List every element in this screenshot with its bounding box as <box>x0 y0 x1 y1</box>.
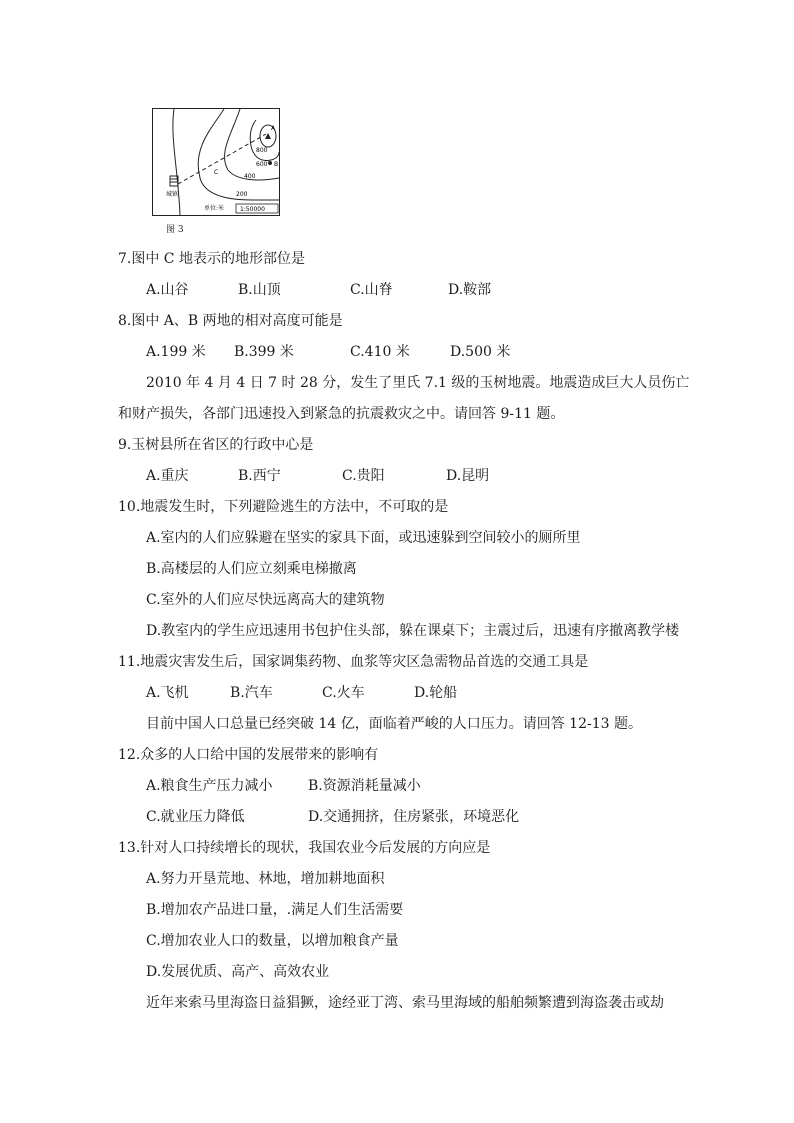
label-c: C <box>214 169 219 176</box>
q9-option-d: D.昆明 <box>446 468 490 484</box>
q8-option-a: A.199 米 <box>146 344 206 360</box>
q13-option-c: C.增加农业人口的数量，以增加粮食产量 <box>146 933 399 949</box>
question-10-stem: 10.地震发生时，下列避险逃生的方法中，不可取的是 <box>118 499 449 515</box>
q12-option-c: C.就业压力降低 <box>146 809 245 825</box>
q11-option-c: C.火车 <box>322 685 365 701</box>
contour-map <box>152 108 280 216</box>
passage-quake-line-1: 2010 年 4 月 4 日 7 时 28 分，发生了里氏 7.1 级的玉树地震。地震造成巨大人员伤亡 <box>146 375 690 391</box>
contour-map-figure <box>152 108 280 216</box>
contour-label-200: 200 <box>236 191 248 198</box>
q7-option-c: C.山脊 <box>350 282 393 298</box>
q13-option-d: D.发展优质、高产、高效农业 <box>146 964 330 980</box>
contour-label-800: 800 <box>256 147 268 154</box>
q9-option-a: A.重庆 <box>146 468 189 484</box>
q8-option-d: D.500 米 <box>450 344 511 360</box>
q11-option-b: B.汽车 <box>230 685 273 701</box>
q12-option-a: A.粮食生产压力减小 <box>146 778 273 794</box>
scale-label: 1:50000 <box>240 206 265 213</box>
question-9-stem: 9.玉树县所在省区的行政中心是 <box>118 437 314 453</box>
town-label: 城镇 <box>166 191 179 198</box>
label-a: A <box>271 125 276 132</box>
question-13-stem: 13.针对人口持续增长的现状，我国农业今后发展的方向应是 <box>118 840 491 856</box>
question-8-stem: 8.图中 A、B 两地的相对高度可能是 <box>118 313 343 329</box>
passage-somalia: 近年来索马里海盗日益猖獗，途经亚丁湾、索马里海域的船舶频繁遭到海盗袭击或劫 <box>146 995 664 1011</box>
q9-option-c: C.贵阳 <box>342 468 385 484</box>
q8-option-c: C.410 米 <box>350 344 410 360</box>
figure-caption: 图 3 <box>166 225 184 235</box>
q7-option-a: A.山谷 <box>146 282 189 298</box>
unit-label: 单位:米 <box>204 205 225 212</box>
q11-option-d: D.轮船 <box>414 685 458 701</box>
q10-option-d: D.教室内的学生应迅速用书包护住头部，躲在课桌下；主震过后，迅速有序撤离教学楼 <box>146 623 680 639</box>
passage-population: 目前中国人口总量已经突破 14 亿，面临着严峻的人口压力。请回答 12-13 题。 <box>146 716 642 732</box>
point-b-dot <box>268 161 272 165</box>
q13-option-a: A.努力开垦荒地、林地，增加耕地面积 <box>146 871 385 887</box>
question-12-stem: 12.众多的人口给中国的发展带来的影响有 <box>118 747 379 763</box>
q12-option-b: B.资源消耗量减小 <box>308 778 421 794</box>
label-b: B <box>274 161 279 168</box>
question-7-stem: 7.图中 C 地表示的地形部位是 <box>118 251 305 267</box>
question-11-stem: 11.地震灾害发生后，国家调集药物、血浆等灾区急需物品首选的交通工具是 <box>118 654 589 670</box>
q10-option-a: A.室内的人们应躲避在坚实的家具下面，或迅速躲到空间较小的厕所里 <box>146 530 581 546</box>
q12-option-d: D.交通拥挤，住房紧张，环境恶化 <box>308 809 520 825</box>
q9-option-b: B.西宁 <box>238 468 281 484</box>
contour-label-600: 600 <box>256 161 268 168</box>
passage-quake-line-2: 和财产损失，各部门迅速投入到紧急的抗震救灾之中。请回答 9-11 题。 <box>118 406 565 422</box>
contour-label-400: 400 <box>244 173 256 180</box>
q7-option-b: B.山顶 <box>238 282 281 298</box>
q13-option-b: B.增加农产品进口量，.满足人们生活需要 <box>146 902 404 918</box>
q10-option-b: B.高楼层的人们应立刻乘电梯撤离 <box>146 561 357 577</box>
q10-option-c: C.室外的人们应尽快远离高大的建筑物 <box>146 592 385 608</box>
q7-option-d: D.鞍部 <box>448 282 492 298</box>
q8-option-b: B.399 米 <box>234 344 294 360</box>
q11-option-a: A.飞机 <box>146 685 189 701</box>
